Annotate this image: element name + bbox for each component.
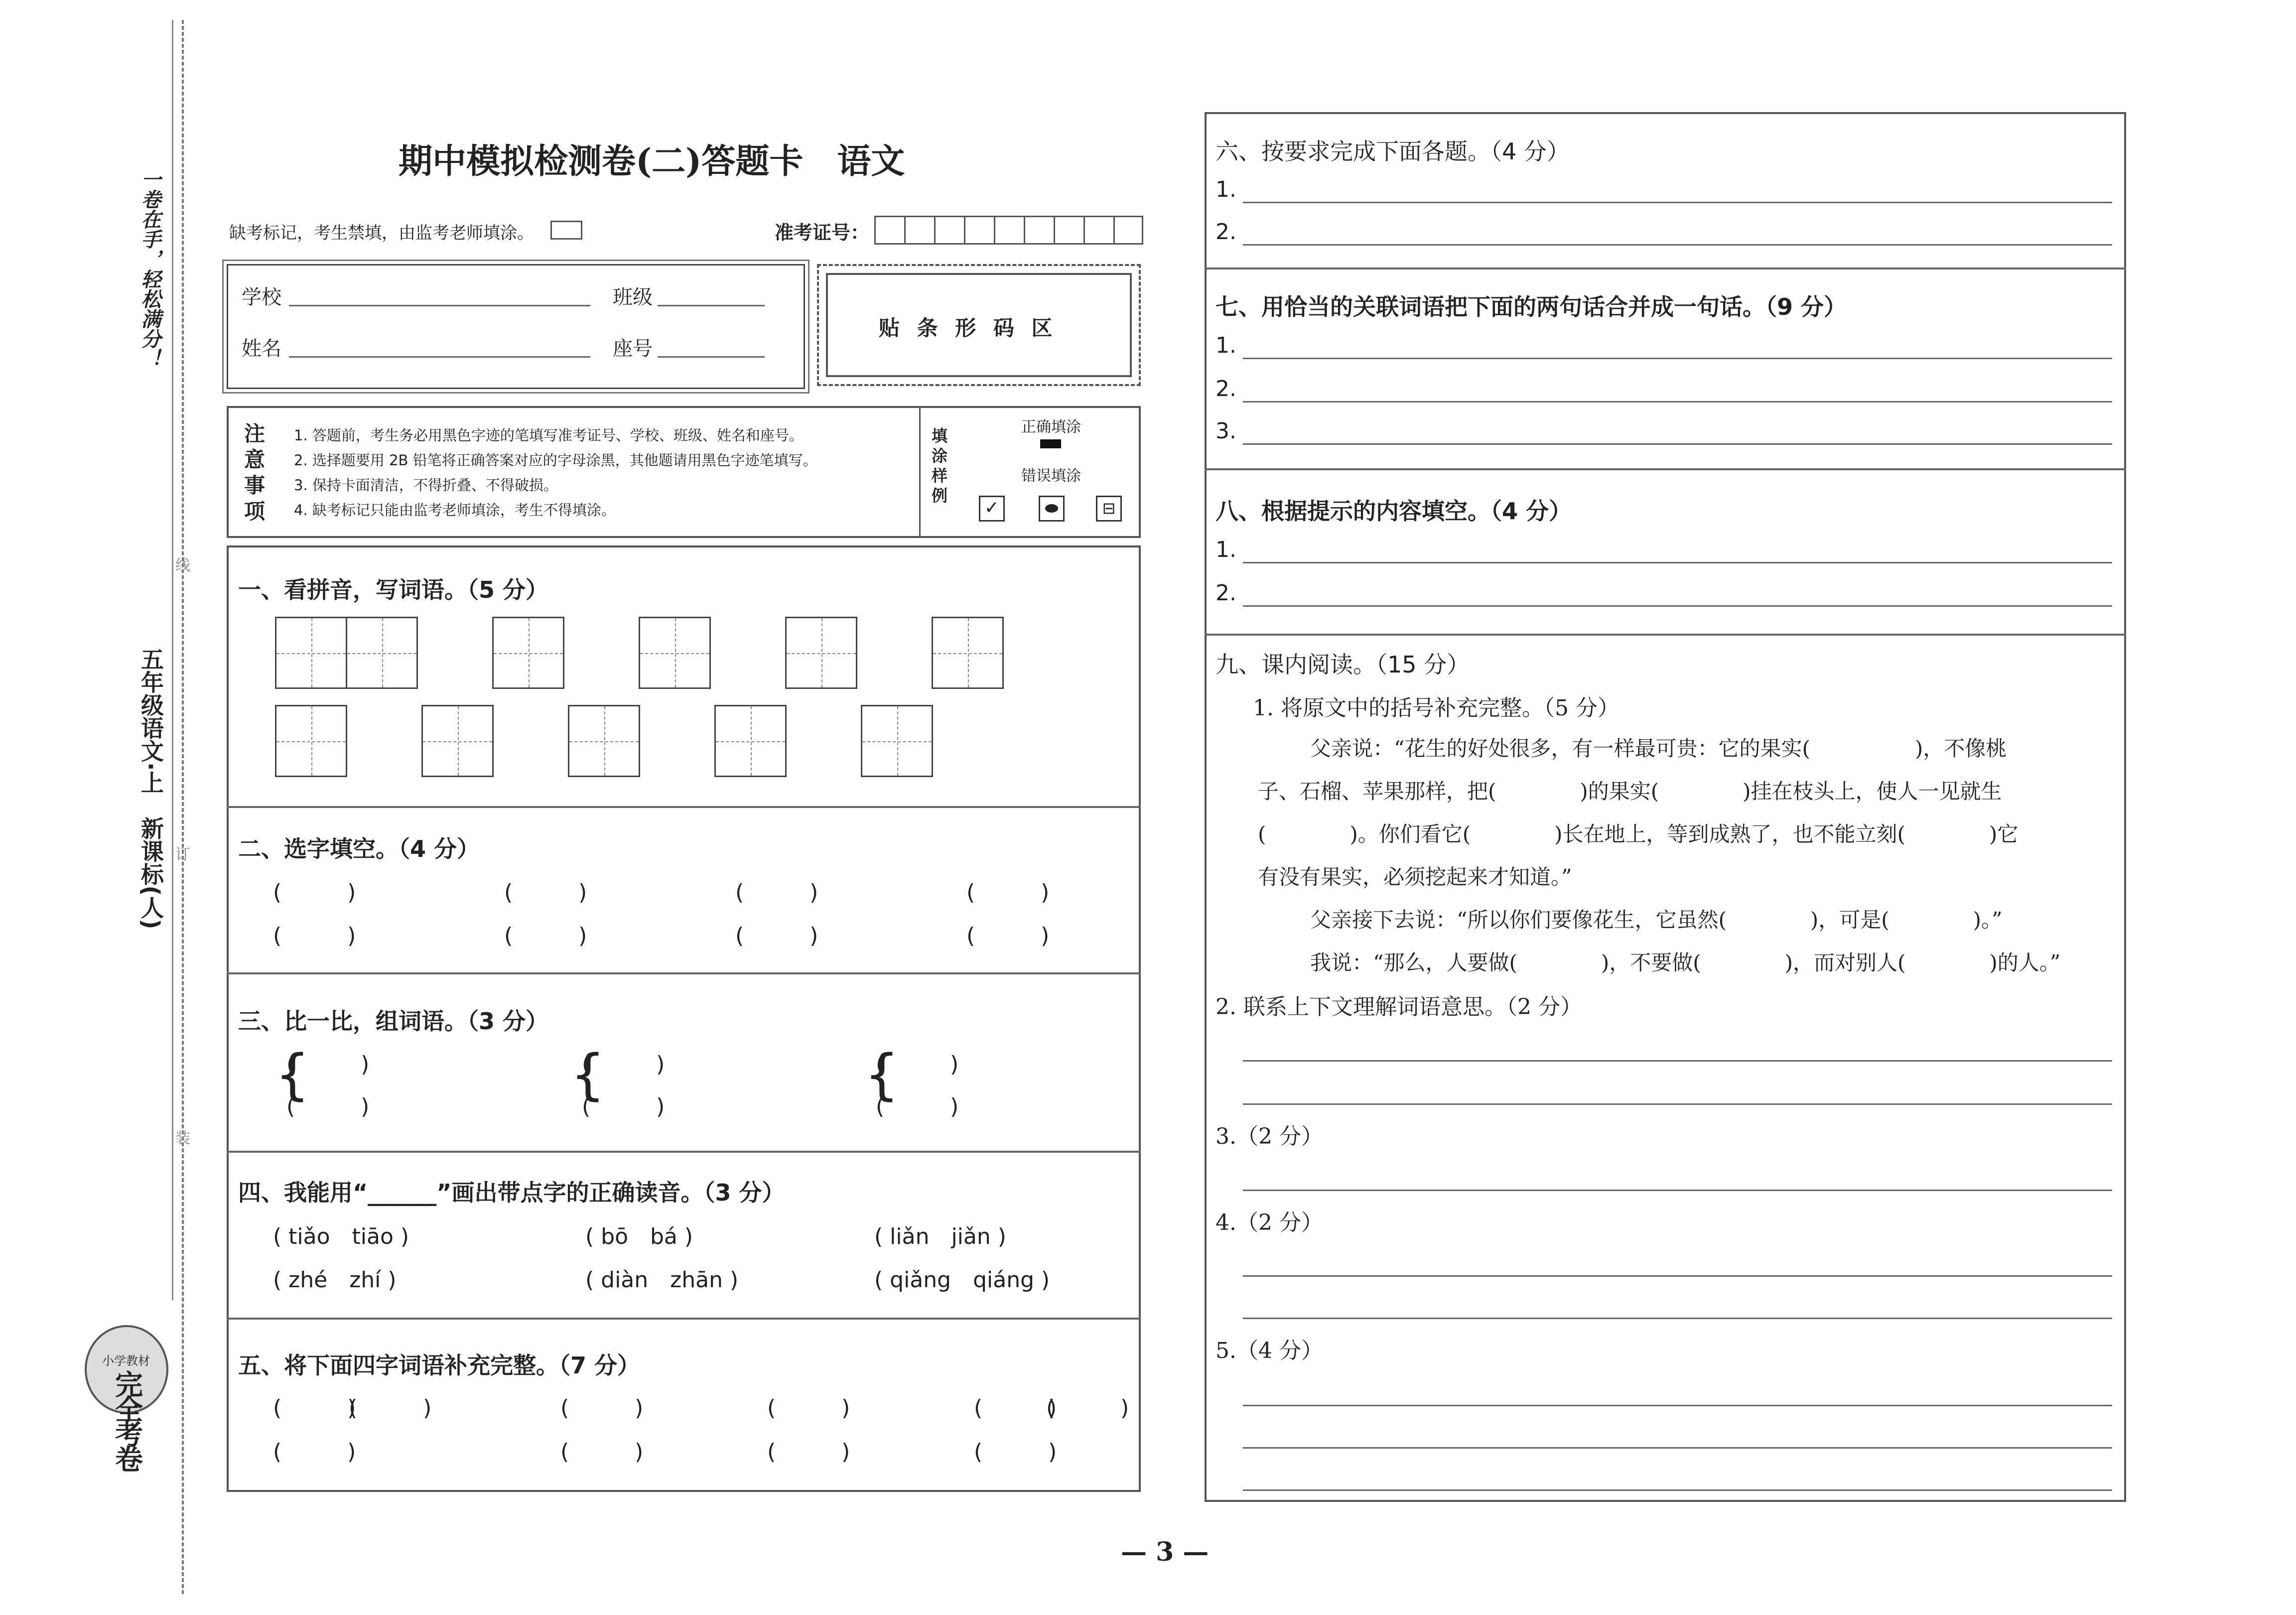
section-divider: [227, 1151, 1141, 1153]
answer-line[interactable]: [1243, 562, 2112, 563]
answer-paren[interactable]: ( ): [582, 1052, 665, 1077]
answer-line[interactable]: [1243, 1318, 2112, 1319]
pinyin-grid[interactable]: [785, 617, 857, 689]
binding-dashed-line: [182, 20, 184, 1594]
section-divider: [1205, 634, 2126, 636]
question-1: 1. 将原文中的括号补充完整。（5 分）: [1253, 695, 1620, 721]
line-number: 1.: [1216, 333, 1236, 358]
notice-label: 注意事项: [244, 421, 266, 524]
answer-line[interactable]: [1243, 202, 2112, 203]
pinyin-grid[interactable]: [639, 617, 711, 689]
answer-line[interactable]: [1243, 244, 2112, 246]
pinyin-grid[interactable]: [346, 617, 418, 689]
brace: {: [275, 1043, 310, 1106]
correct-fill-label: 正确填涂: [1021, 418, 1081, 436]
slogan: 一卷在手，轻松满分！: [138, 169, 161, 369]
answer-paren[interactable]: ( ): [504, 923, 587, 948]
seat-label: 座号: [613, 337, 653, 360]
section-8-title: 八、根据提示的内容填空。（4 分）: [1216, 498, 1572, 525]
school-label: 学校: [242, 286, 281, 309]
answer-paren[interactable]: ( ): [273, 880, 356, 905]
answer-line[interactable]: [1243, 1405, 2112, 1406]
notice-divider: [919, 406, 921, 538]
answer-paren[interactable]: ( ): [876, 1094, 959, 1119]
page-number: — 3 —: [1121, 1537, 1209, 1567]
barcode-label: 贴 条 形 码 区: [879, 316, 1058, 340]
answer-line[interactable]: [1243, 605, 2112, 607]
pinyin-choice[interactable]: ( tiǎo tiāo ): [273, 1224, 409, 1249]
pinyin-grid[interactable]: [275, 617, 347, 689]
answer-paren[interactable]: ( ): [767, 1395, 850, 1421]
answer-paren[interactable]: ( ): [504, 880, 587, 905]
section-2-title: 二、选字填空。（4 分）: [238, 835, 480, 862]
answer-paren[interactable]: ( ): [560, 1439, 644, 1465]
exam-id-label: 准考证号：: [775, 222, 870, 244]
line-number: 2.: [1216, 376, 1236, 402]
info-box: [227, 264, 805, 389]
notice-item-2: 2. 选择题要用 2B 铅笔将正确答案对应的字母涂黑，其他题请用黑色字迹笔填写。: [294, 452, 817, 469]
passage-line-5: 父亲接下去说：“所以你们要像花生，它虽然( )，可是( )。”: [1310, 908, 2003, 932]
line-number: 3.: [1216, 418, 1236, 444]
section-7-title: 七、用恰当的关联词语把下面的两句话合并成一句话。（9 分）: [1216, 293, 1847, 320]
answer-paren[interactable]: ( ): [735, 880, 818, 905]
absent-note: 缺考标记，考生禁填，由监考老师填涂。: [229, 223, 534, 243]
page-title: 期中模拟检测卷(二)答题卡 语文: [399, 141, 905, 181]
wrong-fill-label: 错误填涂: [1021, 467, 1081, 485]
brand-name: 完全考卷: [111, 1370, 143, 1470]
brand-logo: [75, 1305, 174, 1470]
answer-paren[interactable]: ( ): [1046, 1395, 1129, 1421]
answer-line[interactable]: [1243, 1103, 2112, 1105]
section-6-title: 六、按要求完成下面各题。（4 分）: [1216, 138, 1570, 165]
section-1-title: 一、看拼音，写词语。（5 分）: [238, 576, 549, 603]
pinyin-grid[interactable]: [932, 617, 1004, 689]
answer-paren[interactable]: ( ): [876, 1052, 959, 1077]
answer-paren[interactable]: ( ): [735, 923, 818, 948]
answer-paren[interactable]: ( ): [273, 1395, 356, 1421]
notice-item-3: 3. 保持卡面清洁，不得折叠、不得破损。: [294, 477, 558, 494]
question-4: 4.（2 分）: [1216, 1210, 1323, 1235]
answer-line[interactable]: [1243, 1190, 2112, 1191]
pinyin-grid[interactable]: [861, 705, 933, 777]
answer-line[interactable]: [1243, 401, 2112, 403]
pinyin-choice[interactable]: ( bō bá ): [585, 1224, 693, 1249]
answer-line[interactable]: [1243, 443, 2112, 445]
line-number: 2.: [1216, 580, 1236, 606]
class-label: 班级: [613, 286, 653, 309]
pinyin-choice[interactable]: ( qiǎng qiáng ): [874, 1267, 1050, 1293]
pinyin-choice[interactable]: ( liǎn jiǎn ): [874, 1224, 1006, 1249]
answer-line[interactable]: [1243, 1060, 2112, 1062]
section-divider: [1205, 268, 2126, 269]
line-number: 2.: [1216, 219, 1236, 245]
cut-label-xian: 线: [175, 557, 190, 574]
answer-paren[interactable]: ( ): [974, 1395, 1057, 1421]
exam-id-boxes[interactable]: [874, 216, 1143, 245]
grade-label: 五年级语文·上 新课标(人): [137, 648, 164, 930]
answer-paren[interactable]: ( ): [273, 1439, 356, 1465]
binding-solid-line: [172, 20, 173, 1300]
answer-line[interactable]: [1243, 1275, 2112, 1277]
answer-paren[interactable]: ( ): [582, 1094, 665, 1119]
answer-paren[interactable]: ( ): [966, 880, 1050, 905]
answer-paren[interactable]: ( ): [273, 923, 356, 948]
question-3: 3.（2 分）: [1216, 1124, 1323, 1149]
absent-mark-box[interactable]: [550, 221, 582, 240]
pinyin-grid[interactable]: [568, 705, 640, 777]
answer-paren[interactable]: ( ): [560, 1395, 644, 1421]
section-divider: [227, 806, 1141, 808]
answer-paren[interactable]: ( ): [286, 1052, 370, 1077]
correct-fill-sample: [1040, 439, 1061, 448]
passage-line-2: 子、石榴、苹果那样，把( )的果实( )挂在枝头上，使人一见就生: [1258, 779, 2002, 804]
brace: {: [864, 1043, 899, 1106]
answer-paren[interactable]: ( ): [974, 1439, 1057, 1465]
line-number: 1.: [1216, 177, 1236, 202]
passage-line-6: 我说：“那么，人要做( )，不要做( )，而对别人( )的人。”: [1310, 950, 2061, 975]
answer-line[interactable]: [1243, 1489, 2112, 1491]
pinyin-choice[interactable]: ( zhé zhí ): [273, 1267, 397, 1293]
pinyin-grid[interactable]: [492, 617, 564, 689]
section-9-title: 九、课内阅读。（15 分）: [1216, 651, 1470, 678]
section-4-title: 四、我能用“______”画出带点字的正确读音。（3 分）: [238, 1179, 785, 1206]
brand-top: 小学教材: [102, 1354, 150, 1368]
pinyin-grid[interactable]: [421, 705, 494, 777]
passage-line-1: 父亲说：“花生的好处很多，有一样最可贵：它的果实( )，不像桃: [1310, 736, 2007, 761]
wrong-sample-2: ⬬: [1039, 496, 1065, 522]
answer-paren[interactable]: ( ): [966, 923, 1050, 948]
wrong-sample-1: ✓: [979, 496, 1005, 522]
cut-label-zhuang: 装: [175, 1130, 190, 1147]
notice-item-4: 4. 缺考标记只能由监考老师填涂，考生不得填涂。: [294, 502, 616, 519]
notice-item-1: 1. 答题前，考生务必用黑色字迹的笔填写准考证号、学校、班级、姓名和座号。: [294, 427, 804, 444]
section-3-title: 三、比一比，组词语。（3 分）: [238, 1008, 549, 1035]
pinyin-choice[interactable]: ( diàn zhān ): [585, 1267, 739, 1293]
sample-label: 填涂样例: [932, 426, 948, 505]
answer-paren[interactable]: ( ): [349, 1395, 432, 1421]
cut-label-ding: 订: [175, 846, 190, 863]
passage-line-3: ( )。你们看它( )长在地上，等到成熟了，也不能立刻( )它: [1258, 822, 2019, 846]
seat-field[interactable]: [658, 356, 765, 358]
barcode-area: [817, 264, 1141, 386]
answer-paren[interactable]: ( ): [767, 1439, 850, 1465]
question-2: 2. 联系上下文理解词语意思。（2 分）: [1216, 994, 1582, 1020]
answer-line[interactable]: [1243, 358, 2112, 359]
brace: {: [570, 1043, 605, 1106]
wrong-sample-3: ⊟: [1096, 496, 1122, 522]
question-5: 5.（4 分）: [1216, 1338, 1323, 1363]
school-field[interactable]: [289, 305, 590, 306]
section-5-title: 五、将下面四字词语补充完整。（7 分）: [238, 1352, 641, 1379]
pinyin-grid[interactable]: [714, 705, 787, 777]
answer-line[interactable]: [1243, 1447, 2112, 1449]
section-divider: [227, 1318, 1141, 1320]
line-number: 1.: [1216, 537, 1236, 562]
answer-paren[interactable]: ( ): [286, 1094, 370, 1119]
section-divider: [227, 972, 1141, 974]
passage-line-4: 有没有果实，必须挖起来才知道。”: [1258, 865, 1572, 889]
section-divider: [1205, 468, 2126, 470]
name-field[interactable]: [289, 356, 590, 358]
name-label: 姓名: [242, 337, 281, 360]
pinyin-grid[interactable]: [275, 705, 347, 777]
class-field[interactable]: [658, 305, 765, 306]
